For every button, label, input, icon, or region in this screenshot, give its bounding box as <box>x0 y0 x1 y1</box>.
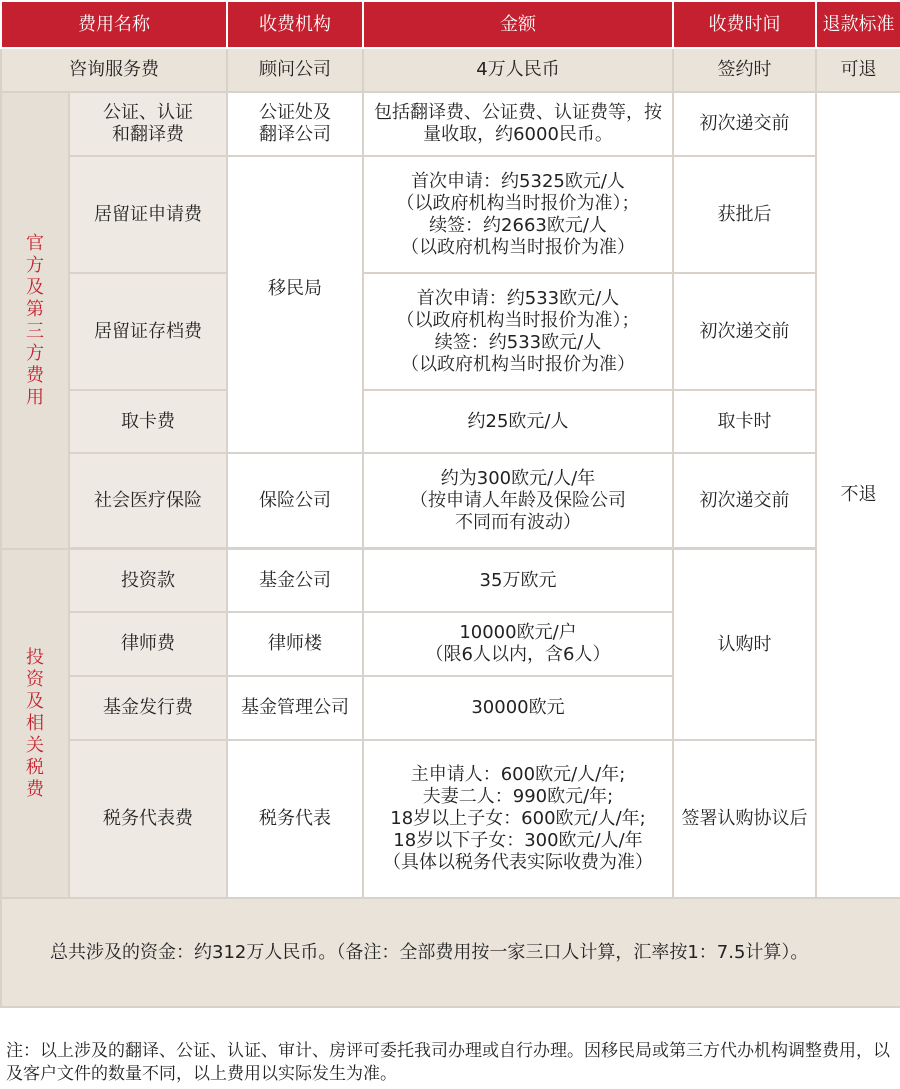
permit-name: 居留证申请费 <box>69 156 227 273</box>
total-summary: 总共涉及的资金：约312万人民币。（备注：全部费用按一家三口人计算，汇率按1：7.5计算）。 <box>1 898 900 1007</box>
invest-amount: 35万欧元 <box>363 549 673 612</box>
consult-amount: 4万人民币 <box>363 48 673 92</box>
permit-time: 获批后 <box>673 156 816 273</box>
lawyer-name: 律师费 <box>69 612 227 676</box>
card-name: 取卡费 <box>69 390 227 453</box>
notary-name: 公证、认证 和翻译费 <box>69 92 227 156</box>
table-row-permit <box>1 156 900 273</box>
lawyer-amount: 10000欧元/户 （限6人以内，含6人） <box>363 612 673 676</box>
immigration-org: 移民局 <box>227 156 363 453</box>
tax-name: 税务代表费 <box>69 740 227 898</box>
archive-time: 初次递交前 <box>673 273 816 390</box>
header-time: 收费时间 <box>673 1 816 48</box>
group-official-label: 官方及第三方费用 <box>1 92 69 549</box>
notary-amount: 包括翻译费、公证费、认证费等，按 量收取，约6000民币。 <box>363 92 673 156</box>
header-amount: 金额 <box>363 1 673 48</box>
table-row-tax <box>1 740 900 898</box>
table-row-archive <box>1 273 900 390</box>
tax-org: 税务代表 <box>227 740 363 898</box>
header-org: 收费机构 <box>227 1 363 48</box>
header-row <box>1 1 900 48</box>
header-fee-name: 费用名称 <box>1 1 227 48</box>
refund-none: 不退 <box>816 92 900 898</box>
consult-org: 顾问公司 <box>227 48 363 92</box>
insurance-amount: 约为300欧元/人/年 （按申请人年龄及保险公司 不同而有波动） <box>363 453 673 548</box>
fund-org: 基金管理公司 <box>227 676 363 740</box>
table-row-consult <box>1 48 900 92</box>
table-row-invest <box>1 549 900 612</box>
header-refund: 退款标准 <box>816 1 900 48</box>
consult-time: 签约时 <box>673 48 816 92</box>
subscribe-time: 认购时 <box>673 549 816 740</box>
tax-time: 签署认购协议后 <box>673 740 816 898</box>
consult-name: 咨询服务费 <box>1 48 227 92</box>
footnote: 注：以上涉及的翻译、公证、认证、审计、房评可委托我司办理或自行办理。因移民局或第三方代办机构调整费用，以及客户文件的数量不同，以上费用以实际发生为准。 <box>6 1041 890 1084</box>
notary-time: 初次递交前 <box>673 92 816 156</box>
consult-refund: 可退 <box>816 48 900 92</box>
table-row-total <box>1 898 900 1007</box>
card-time: 取卡时 <box>673 390 816 453</box>
invest-org: 基金公司 <box>227 549 363 612</box>
tax-amount: 主申请人：600欧元/人/年; 夫妻二人：990欧元/年; 18岁以上子女：600欧元/人/年; 18岁以下子女：300欧元/人/年 （具体以税务代表实际收费为准） <box>363 740 673 898</box>
invest-name: 投资款 <box>69 549 227 612</box>
table-row-notary <box>1 92 900 156</box>
fund-name: 基金发行费 <box>69 676 227 740</box>
table-row-insurance <box>1 453 900 548</box>
insurance-name: 社会医疗保险 <box>69 453 227 548</box>
fund-amount: 30000欧元 <box>363 676 673 740</box>
archive-amount: 首次申请：约533欧元/人 （以政府机构当时报价为准）； 续签：约533欧元/人 （以政府机构当时报价为准） <box>363 273 673 390</box>
insurance-org: 保险公司 <box>227 453 363 548</box>
notary-org: 公证处及 翻译公司 <box>227 92 363 156</box>
card-amount: 约25欧元/人 <box>363 390 673 453</box>
table-row-card <box>1 390 900 453</box>
insurance-time: 初次递交前 <box>673 453 816 548</box>
archive-name: 居留证存档费 <box>69 273 227 390</box>
permit-amount: 首次申请：约5325欧元/人 （以政府机构当时报价为准）； 续签：约2663欧元/人 （以政府机构当时报价为准） <box>363 156 673 273</box>
group-invest-label: 投资及相关税费 <box>1 549 69 898</box>
lawyer-org: 律师楼 <box>227 612 363 676</box>
